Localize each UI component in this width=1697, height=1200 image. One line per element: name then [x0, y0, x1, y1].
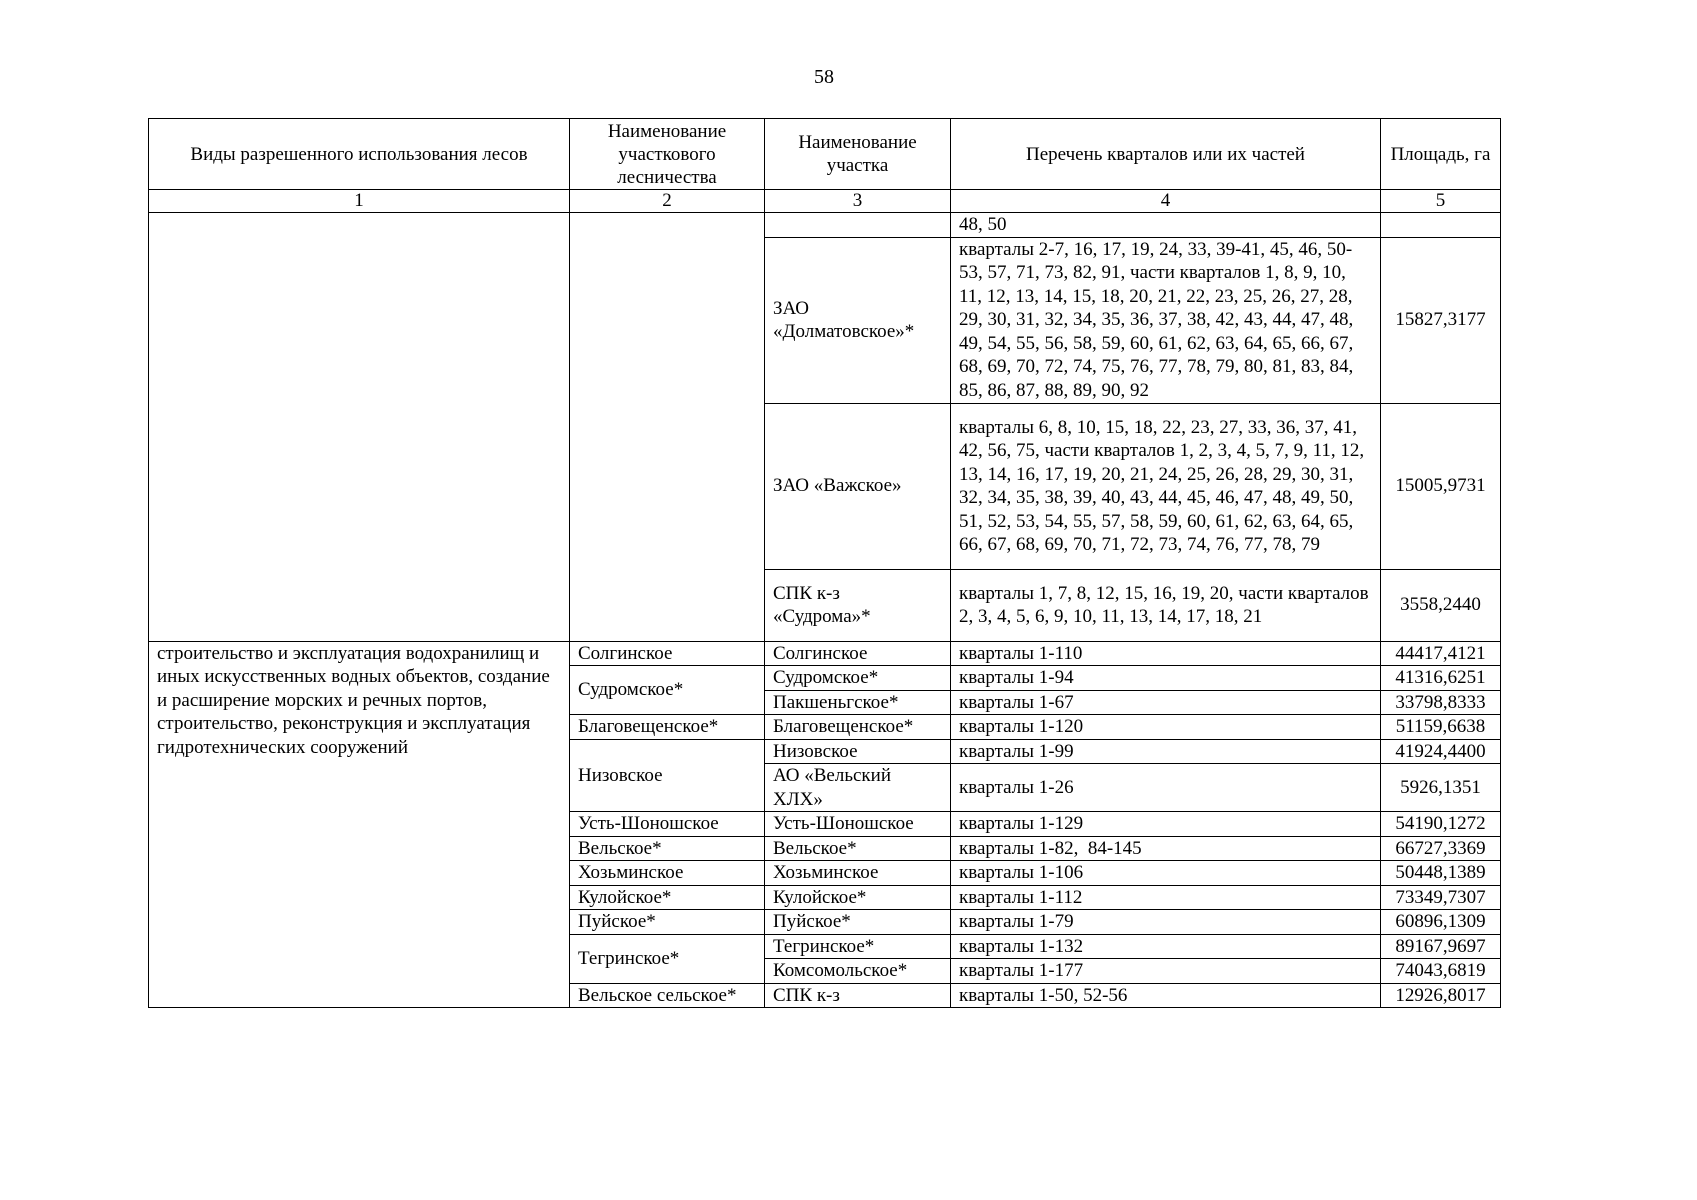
column-number: 4 [951, 190, 1381, 213]
section-cell [765, 213, 951, 238]
area-cell: 89167,9697 [1381, 934, 1501, 959]
header-use-type: Виды разрешенного использования лесов [149, 119, 570, 190]
forestry-cell: Солгинское [570, 641, 765, 666]
section-cell: Вельское* [765, 836, 951, 861]
forestry-cell: Вельское сельское* [570, 983, 765, 1008]
section-cell: Низовское [765, 739, 951, 764]
section-cell: АО «Вельский ХЛХ» [765, 764, 951, 812]
table-row [149, 213, 1501, 238]
quarters-cell: кварталы 1-132 [951, 934, 1381, 959]
quarters-cell: кварталы 1-82, 84-145 [951, 836, 1381, 861]
area-cell: 74043,6819 [1381, 959, 1501, 984]
area-cell: 3558,2440 [1381, 569, 1501, 641]
section-cell: Кулойское* [765, 885, 951, 910]
area-cell: 50448,1389 [1381, 861, 1501, 886]
quarters-cell: кварталы 1-129 [951, 812, 1381, 837]
quarters-cell: 48, 50 [951, 213, 1381, 238]
quarters-cell: кварталы 1-120 [951, 715, 1381, 740]
quarters-cell: кварталы 1-112 [951, 885, 1381, 910]
use-type-cell [149, 213, 570, 642]
page-number: 58 [814, 66, 834, 88]
area-cell: 5926,1351 [1381, 764, 1501, 812]
section-cell: Комсомольское* [765, 959, 951, 984]
area-cell: 15005,9731 [1381, 403, 1501, 569]
forestry-cell: Хозьминское [570, 861, 765, 886]
area-cell: 41924,4400 [1381, 739, 1501, 764]
quarters-cell: кварталы 1-79 [951, 910, 1381, 935]
use-type-cell: строительство и эксплуатация водохранилищ и иных искусственных водных объектов, создание и расширение морских и речных портов, строительство, реконструкция и эксплуатация гидротехнических сооружений [149, 641, 570, 1008]
area-cell: 33798,8333 [1381, 690, 1501, 715]
column-number-row [149, 190, 1501, 213]
forestry-cell: Низовское [570, 739, 765, 812]
area-cell: 73349,7307 [1381, 885, 1501, 910]
area-cell: 60896,1309 [1381, 910, 1501, 935]
header-forestry: Наименование участкового лесничества [570, 119, 765, 190]
section-cell: Благовещенское* [765, 715, 951, 740]
section-cell: Хозьминское [765, 861, 951, 886]
header-quarters: Перечень кварталов или их частей [951, 119, 1381, 190]
quarters-cell: кварталы 1, 7, 8, 12, 15, 16, 19, 20, части кварталов 2, 3, 4, 5, 6, 9, 10, 11, 13, 14, 17, 18, 21 [951, 569, 1381, 641]
quarters-cell: кварталы 1-26 [951, 764, 1381, 812]
quarters-cell: кварталы 1-99 [951, 739, 1381, 764]
section-cell: Пакшеньгское* [765, 690, 951, 715]
section-cell: ЗАО «Важское» [765, 403, 951, 569]
quarters-cell: кварталы 1-94 [951, 666, 1381, 691]
quarters-cell: кварталы 6, 8, 10, 15, 18, 22, 23, 27, 33, 36, 37, 41, 42, 56, 75, части кварталов 1, 2, 3, 4, 5, 7, 9, 11, 12, 13, 14, 16, 17, 19, 20, 21, 24, 25, 26, 28, 29, 30, 31, 32, 34, 35, 38, 39, 40, 43, 44, 45, 46, 47, 48, 49, 50, 51, 52, 53, 54, 55, 57, 58, 59, 60, 61, 62, 63, 64, 65, 66, 67, 68, 69, 70, 71, 72, 73, 74, 76, 77, 78, 79 [951, 403, 1381, 569]
column-number: 1 [149, 190, 570, 213]
column-number: 2 [570, 190, 765, 213]
section-cell: Усть-Шоношское [765, 812, 951, 837]
area-cell: 15827,3177 [1381, 237, 1501, 403]
table-header-row [149, 119, 1501, 190]
forest-use-table [148, 118, 1501, 1008]
quarters-cell: кварталы 1-50, 52-56 [951, 983, 1381, 1008]
section-cell: СПК к-з «Судрома»* [765, 569, 951, 641]
forestry-cell: Вельское* [570, 836, 765, 861]
forestry-cell: Тегринское* [570, 934, 765, 983]
column-number: 3 [765, 190, 951, 213]
section-cell: СПК к-з [765, 983, 951, 1008]
area-cell: 12926,8017 [1381, 983, 1501, 1008]
column-number: 5 [1381, 190, 1501, 213]
forestry-cell: Усть-Шоношское [570, 812, 765, 837]
area-cell [1381, 213, 1501, 238]
quarters-cell: кварталы 1-177 [951, 959, 1381, 984]
header-section: Наименование участка [765, 119, 951, 190]
section-cell: Пуйское* [765, 910, 951, 935]
section-cell: Судромское* [765, 666, 951, 691]
section-cell: Солгинское [765, 641, 951, 666]
area-cell: 66727,3369 [1381, 836, 1501, 861]
forestry-cell: Кулойское* [570, 885, 765, 910]
section-cell: Тегринское* [765, 934, 951, 959]
table-row [149, 641, 1501, 666]
quarters-cell: кварталы 1-106 [951, 861, 1381, 886]
area-cell: 51159,6638 [1381, 715, 1501, 740]
area-cell: 44417,4121 [1381, 641, 1501, 666]
forestry-cell: Пуйское* [570, 910, 765, 935]
quarters-cell: кварталы 1-67 [951, 690, 1381, 715]
quarters-cell: кварталы 2-7, 16, 17, 19, 24, 33, 39-41, 45, 46, 50-53, 57, 71, 73, 82, 91, части кварталов 1, 8, 9, 10, 11, 12, 13, 14, 15, 18, 20, 21, 22, 23, 25, 26, 27, 28, 29, 30, 31, 32, 34, 35, 36, 37, 38, 42, 43, 44, 47, 48, 49, 54, 55, 56, 58, 59, 60, 61, 62, 63, 64, 65, 66, 67, 68, 69, 70, 72, 74, 75, 76, 77, 78, 79, 80, 81, 83, 84, 85, 86, 87, 88, 89, 90, 92 [951, 237, 1381, 403]
area-cell: 41316,6251 [1381, 666, 1501, 691]
quarters-cell: кварталы 1-110 [951, 641, 1381, 666]
section-cell: ЗАО «Долматовское»* [765, 237, 951, 403]
forestry-cell [570, 213, 765, 642]
forestry-cell: Благовещенское* [570, 715, 765, 740]
area-cell: 54190,1272 [1381, 812, 1501, 837]
header-area: Площадь, га [1381, 119, 1501, 190]
forestry-cell: Судромское* [570, 666, 765, 715]
